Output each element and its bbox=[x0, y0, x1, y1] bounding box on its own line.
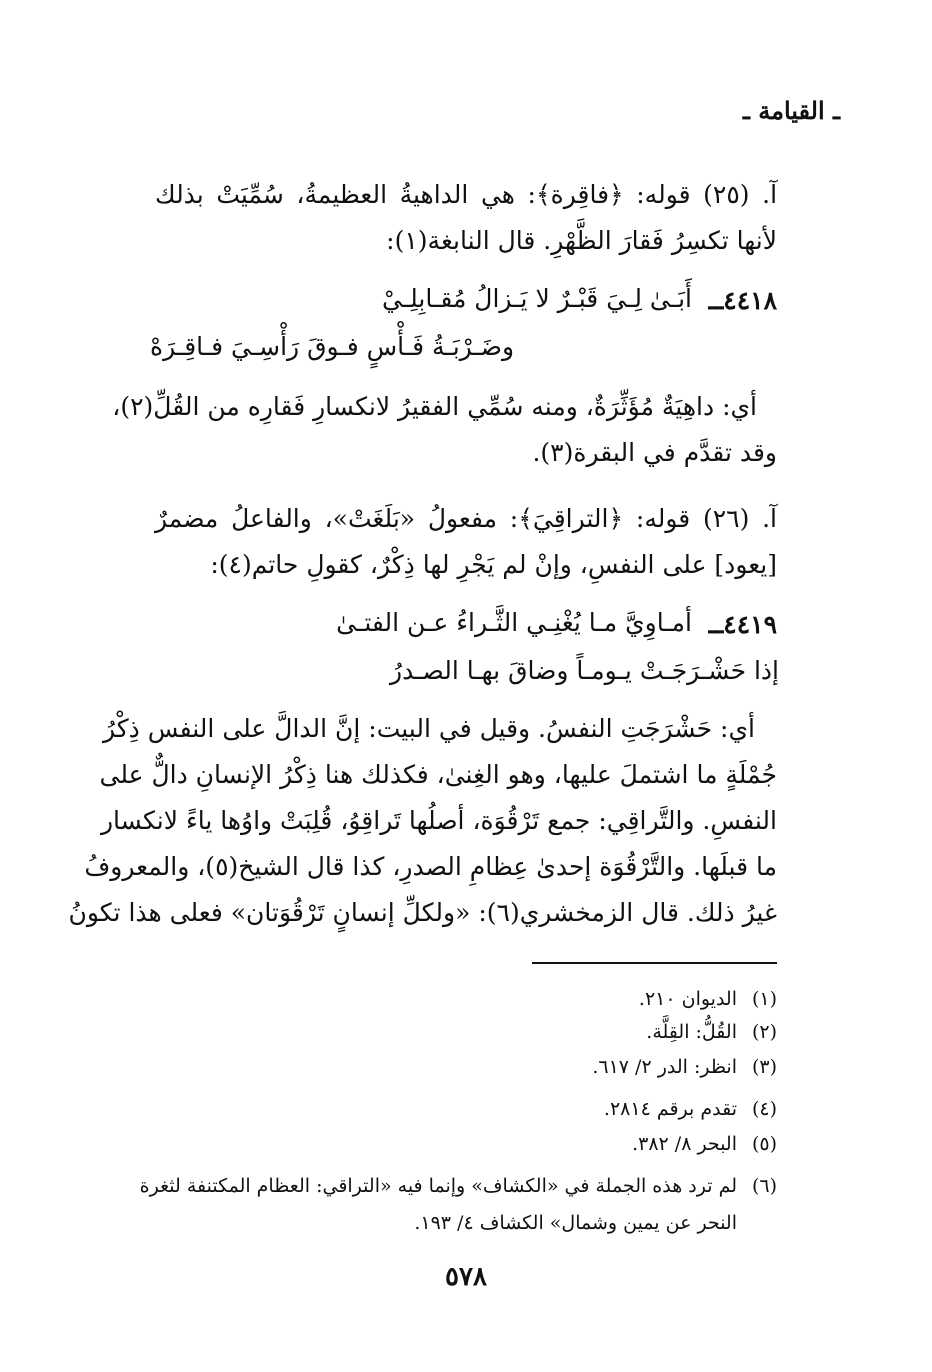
footnote bbox=[592, 1056, 777, 1078]
footnote-number: (٦) bbox=[751, 1175, 777, 1197]
verse-line: أمـاوِيَّ مـا يُغْنِـي الثَّـراءُ عـن الفتـىٰ bbox=[336, 608, 692, 637]
verse-line: إذا حَشْـرَجَـتْ يـومـاً وضاقَ بهـا الصـدرُ bbox=[390, 656, 779, 685]
footnote bbox=[604, 1098, 777, 1120]
footnote-text: الديوان ٢١٠. bbox=[638, 988, 737, 1010]
footnote bbox=[632, 1133, 777, 1155]
footnote-number: (٤) bbox=[751, 1098, 777, 1120]
text-line: غيرُ ذلك. قال الزمخشري(٦): «ولكلِّ إنسانٍ تَرْقُوَتان» فعلى هذا تكونُ bbox=[68, 898, 777, 927]
verse-number: ٤٤١٩ــ bbox=[708, 610, 777, 639]
verse-number: ٤٤١٨ــ bbox=[708, 286, 777, 315]
text-line: أي: حَشْرَجَتِ النفسُ. وقيل في البيت: إنَّ الدالَّ على النفس ذِكْرُ bbox=[102, 714, 755, 743]
footnote-number: (١) bbox=[751, 988, 777, 1010]
footnote-separator bbox=[532, 962, 777, 964]
text-line: [يعود] على النفسِ، وإنْ لم يَجْرِ لها ذِكْرٌ، كقولِ حاتم(٤): bbox=[210, 550, 777, 579]
footnote-number: (٣) bbox=[751, 1056, 777, 1078]
text-line: آ. (٢٦) قوله: ﴿التراقِيَ﴾: مفعولُ «بَلَغَتْ»، والفاعلُ مضمرٌ bbox=[155, 504, 777, 533]
footnote-number: (٢) bbox=[751, 1021, 777, 1043]
text-line: ما قبلَها. والتَّرْقُوَة إحدىٰ عِظامِ الصدرِ، كذا قال الشيخ(٥)، والمعروفُ bbox=[84, 852, 777, 881]
footnote-continuation: النحر عن يمين وشمال» الكشاف ٤/ ١٩٣. bbox=[414, 1212, 737, 1234]
text-line: أي: داهِيَةٌ مُؤَثِّرَةٌ، ومنه سُمِّي الفقيرُ لانكسارِ فَقارِه من القُلِّ(٢)، bbox=[112, 392, 757, 421]
footnote-text: لم ترد هذه الجملة في «الكشاف» وإنما فيه «التراقي: العظام المكتنفة لثغرة bbox=[139, 1175, 737, 1197]
text-line: لأنها تكسِرُ فَقارَ الظَّهْرِ. قال النابغة(١): bbox=[386, 226, 777, 255]
text-line: وقد تقدَّم في البقرة(٣). bbox=[532, 438, 777, 467]
verse-line: وضَـرْبَـةُ فَـأْسٍ فـوقَ رَأْسِـيَ فـاقِـرَهْ bbox=[150, 332, 515, 361]
running-header: ـ القيامة ـ bbox=[742, 96, 840, 125]
footnote bbox=[639, 988, 777, 1010]
paragraph-explanation bbox=[112, 392, 777, 482]
footnote bbox=[140, 1175, 777, 1197]
paragraph-hashraja bbox=[68, 714, 777, 954]
footnote bbox=[646, 1021, 777, 1043]
footnote-text: انظر: الدر ٢/ ٦١٧. bbox=[592, 1056, 737, 1078]
footnote-number: (٥) bbox=[751, 1133, 777, 1155]
page-number: ٥٧٨ bbox=[445, 1262, 487, 1292]
footnote-text: القُلُّ: القِلَّة. bbox=[646, 1021, 737, 1043]
verse-line: أَبَـىٰ لِـيَ قَبْـرٌ لا يَـزالُ مُقـابِلِـيْ bbox=[381, 284, 692, 313]
footnote-text: تقدم برقم ٢٨١٤. bbox=[603, 1098, 737, 1120]
text-line: آ. (٢٥) قوله: ﴿فاقِرة﴾: هي الداهيةُ العظيمةُ، سُمِّيَتْ بذلك bbox=[155, 180, 778, 209]
paragraph-taraqi bbox=[155, 504, 777, 594]
text-line: جُمْلَةٍ ما اشتملَ عليها، وهو الغِنىٰ، فكذلك هنا ذِكْرُ الإنسانِ دالٌّ على bbox=[99, 760, 777, 789]
footnote-text: البحر ٨/ ٣٨٢. bbox=[632, 1133, 737, 1155]
text-line: النفسِ. والتَّراقِي: جمع تَرْقُوَة، أصلُها تَراقِوُ، قُلِبَتْ واوُها ياءً لانكسار bbox=[100, 806, 777, 835]
paragraph-faqira bbox=[155, 180, 777, 270]
